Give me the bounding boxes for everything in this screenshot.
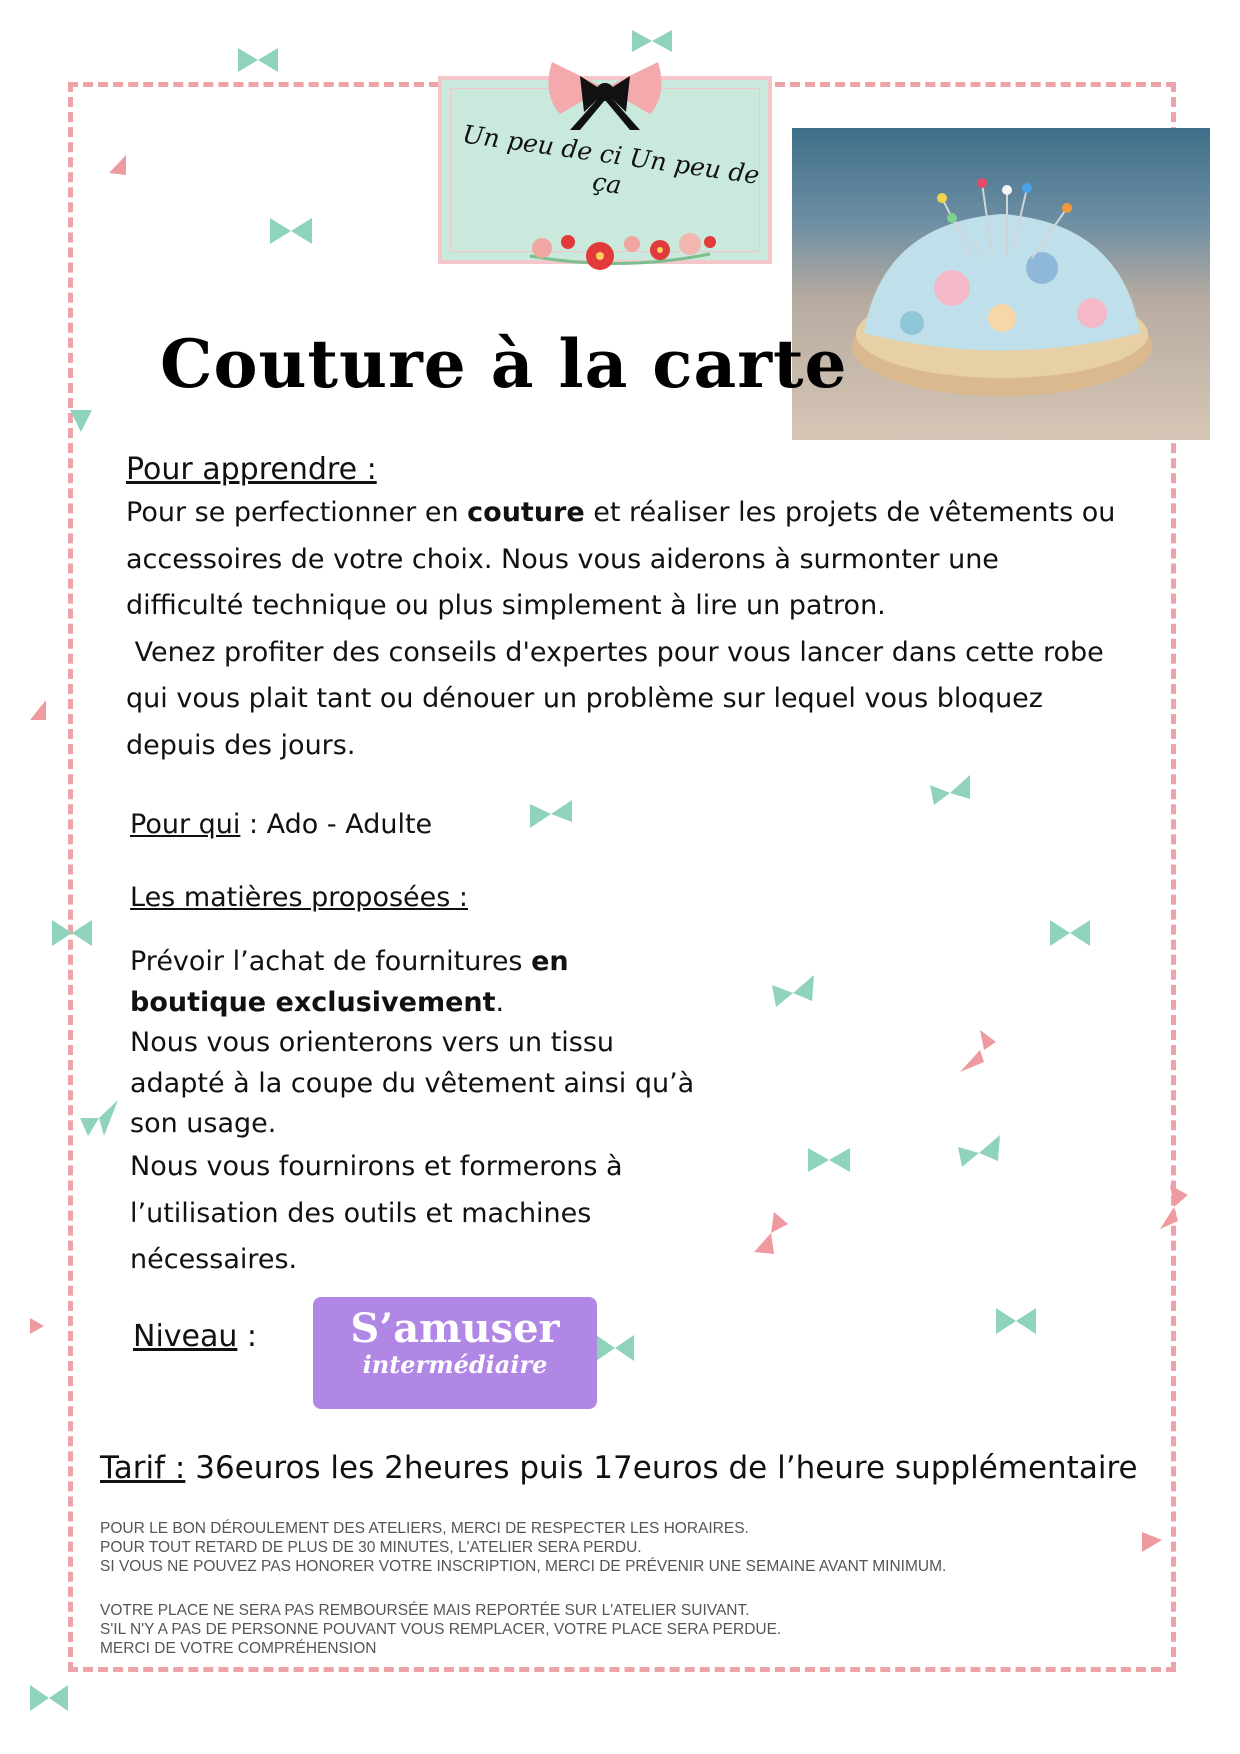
level-badge [313,1297,597,1409]
bow-confetti-icon [960,1030,1000,1072]
apprendre-line-4: Venez profiter des conseils d'expertes pour vous lancer dans cette robe [126,636,1104,668]
matieres-paragraph-1 [130,942,694,1145]
matieres-line: adapté à la coupe du vêtement ainsi qu’à [130,1067,695,1099]
pour-qui-label: Pour qui [130,809,241,840]
matieres-heading: Les matières proposées : [130,882,469,913]
page-title: Couture à la carte [160,325,848,403]
notice-line: SI VOUS NE POUVEZ PAS HONORER VOTRE INSCRIPTION, MERCI DE PRÉVENIR UNE SEMAINE AVANT MINIMUM. [100,1558,947,1575]
bow-confetti-icon [632,30,672,52]
apprendre-line-1 [126,490,1126,537]
apprendre-line-2: accessoires de votre choix. Nous vous aiderons à surmonter une [126,543,999,575]
niveau-line [133,1314,257,1361]
flower-garland-icon [520,228,720,278]
matieres-line [130,942,694,983]
matieres-paragraph-2 [130,1144,623,1284]
bow-confetti-icon [270,218,312,244]
notice-line: POUR LE BON DÉROULEMENT DES ATELIERS, MERCI DE RESPECTER LES HORAIRES. [100,1520,749,1537]
matieres-text: Prévoir l’achat de fournitures [130,946,532,977]
level-badge-line-1: S’amuser [350,1305,560,1352]
price-value: 36euros les 2heures puis 17euros de l’heure supplémentaire [185,1450,1138,1486]
apprendre-text: Pour se perfectionner en [126,497,468,528]
matieres-line: nécessaires. [130,1244,298,1275]
price-label: Tarif : [100,1450,186,1486]
bow-confetti-icon [70,410,92,432]
bow-confetti-icon [958,1135,1000,1167]
matieres-text: . [495,986,505,1018]
level-badge-line-2: intermédiaire [362,1350,548,1379]
apprendre-text: et réaliser les projets de vêtements ou [584,497,1116,528]
bow-confetti-icon [1160,1185,1188,1229]
rules-notice-1 [100,1519,946,1576]
notice-line: VOTRE PLACE NE SERA PAS REMBOURSÉE MAIS REPORTÉE SUR L'ATELIER SUIVANT. [100,1602,750,1619]
rules-notice-2 [100,1601,781,1658]
pincushion-illustration [792,128,1210,440]
bow-confetti-icon [80,1100,118,1136]
logo-text: Un peu de ci Un peu de ça [460,119,762,200]
bow-confetti-icon [92,155,126,191]
apprendre-line-5: qui vous plait tant ou dénouer un problème sur lequel vous bloquez [126,683,1043,714]
bow-confetti-icon [754,1212,788,1254]
emphasis-boutique: boutique exclusivement [130,986,496,1018]
notice-line: MERCI DE VOTRE COMPRÉHENSION [100,1640,377,1657]
bow-confetti-icon [238,48,278,72]
matieres-line: l’utilisation des outils et machines [130,1197,592,1229]
matieres-line [130,983,694,1024]
apprendre-line-3: difficulté technique ou plus simplement à lire un patron. [126,590,886,621]
niveau-label: Niveau [133,1319,238,1354]
bow-confetti-icon [930,775,970,805]
emphasis-couture: couture [467,497,585,528]
price-line [100,1450,1138,1486]
pour-qui-line [130,802,432,849]
section-heading-matieres [130,875,468,922]
bow-confetti-icon [1142,1532,1162,1552]
apprendre-line-6: depuis des jours. [126,729,356,761]
niveau-suffix: : [237,1319,258,1354]
apprendre-paragraph [126,490,1126,769]
bow-confetti-icon [30,1318,44,1334]
bow-confetti-icon [530,800,572,828]
black-bow-icon [540,54,670,132]
bow-confetti-icon [772,975,814,1007]
pincushion-photo [792,128,1210,440]
bow-confetti-icon [996,1308,1036,1334]
notice-line: S'IL N'Y A PAS DE PERSONNE POUVANT VOUS REMPLACER, VOTRE PLACE SERA PERDUE. [100,1621,782,1638]
matieres-line: son usage. [130,1108,277,1139]
section-heading-apprendre: Pour apprendre : [126,452,377,487]
pour-qui-value: : Ado - Adulte [240,809,433,840]
bow-confetti-icon [30,1685,68,1711]
bow-confetti-icon [1050,920,1090,946]
bow-confetti-icon [808,1148,850,1172]
bow-confetti-icon [30,700,46,720]
bow-confetti-icon [52,920,92,946]
matieres-line: Nous vous orienterons vers un tissu [130,1027,615,1058]
matieres-line: Nous vous fournirons et formerons à [130,1151,623,1182]
emphasis-en: en [531,946,569,977]
bow-confetti-icon [596,1335,634,1361]
notice-line: POUR TOUT RETARD DE PLUS DE 30 MINUTES, L'ATELIER SERA PERDU. [100,1539,642,1556]
